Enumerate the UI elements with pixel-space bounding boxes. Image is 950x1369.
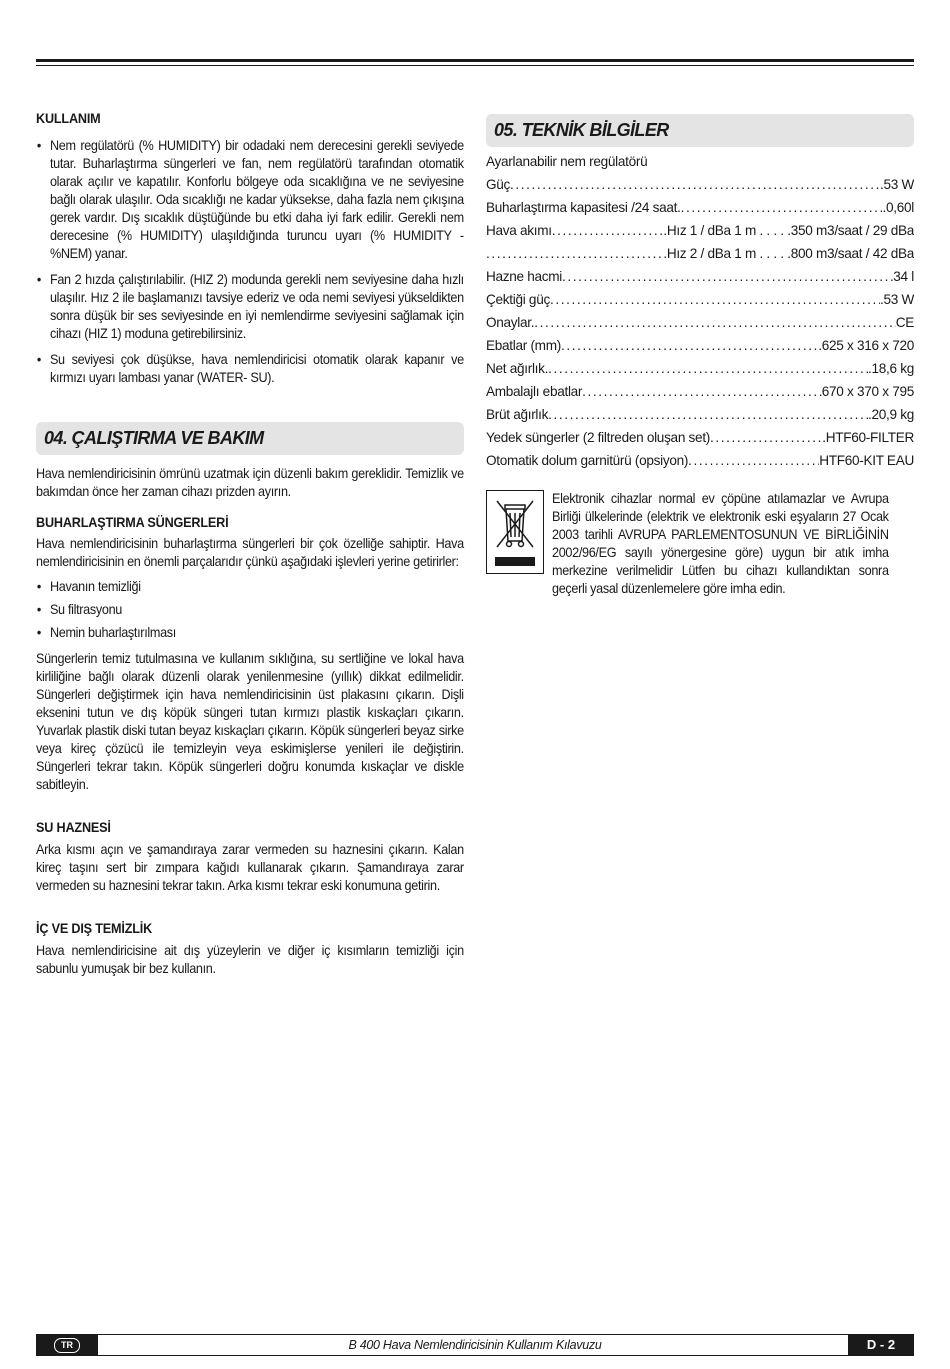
spec-value: .HTF60-FILTER <box>822 430 914 445</box>
spec-label: Net ağırlık. <box>486 361 549 376</box>
temizlik-section <box>36 920 464 978</box>
spec-value: .53 W <box>879 292 914 307</box>
spec-value: .Hız 1 / dBa 1 m . . . . .350 m3/saat / 29 dBa <box>663 223 914 238</box>
language-badge: TR <box>54 1338 80 1353</box>
spec-label: Ebatlar (mm) <box>486 338 561 353</box>
hazne-heading: SU HAZNESİ <box>36 820 111 835</box>
spec-value: Hız 2 / dBa 1 m . . . . .800 m3/saat / 42 dBa <box>666 246 914 261</box>
spec-label: Çektiği güç <box>486 292 550 307</box>
top-rule-thick <box>36 59 914 62</box>
left-column <box>36 110 464 978</box>
spec-label: Otomatik dolum garnitürü (opsiyon) <box>486 453 689 468</box>
spec-row <box>486 265 914 288</box>
spec-label: Güç <box>486 177 511 192</box>
hazne-section <box>36 819 464 895</box>
spec-row <box>486 357 914 380</box>
spec-label: Brüt ağırlık <box>486 407 549 422</box>
spec-row <box>486 219 914 242</box>
spec-row <box>486 426 914 449</box>
footer-title: B 400 Hava Nemlendiricisinin Kullanım Kılavuzu <box>348 1338 602 1352</box>
list-item: • Su seviyesi çok düşükse, hava nemlendiricisi otomatik olarak kapanır ve kırmızı uyarı lambası yanar (WATER- SU). <box>36 351 464 387</box>
spec-row <box>486 403 914 426</box>
sungerler-intro: Hava nemlendiricisinin buharlaştırma süngerleri bir çok özelliğe sahiptir. Hava nemlendiricisinin en önemli parçalarıdır çünkü aşağıdaki işlevleri yerine getirirler: <box>36 536 464 569</box>
sungerler-list <box>36 575 464 644</box>
kullanim-section <box>36 110 464 387</box>
section-05-title: 05. TEKNİK BİLGİLER <box>494 120 669 140</box>
temizlik-heading: İÇ VE DIŞ TEMİZLİK <box>36 921 153 936</box>
spec-label: Hava akımı <box>486 223 552 238</box>
spec-row <box>486 334 914 357</box>
top-rule-thin <box>36 65 914 66</box>
page-number: D - 2 <box>848 1335 914 1355</box>
spec-row <box>486 196 914 219</box>
spec-value: .0,60l <box>882 200 914 215</box>
spec-label: Onaylar. <box>486 315 535 330</box>
crossed-bin-icon <box>486 490 544 574</box>
sungerler-heading: BUHARLAŞTIRMA SÜNGERLERİ <box>36 515 229 530</box>
list-item: • Havanın temizliği <box>36 575 464 598</box>
spec-list <box>486 150 914 472</box>
list-item: • Nemin buharlaştırılması <box>36 621 464 644</box>
weee-text: Elektronik cihazlar normal ev çöpüne atılamazlar ve Avrupa Birliği ülkelerinde (elektrik ve elektronik eski eşyaların 27 Ocak 2003 tarihli AVRUPA PARLEMENTOSUNUN VE BİRLİĞİNİN 2002/96/EG sayılı yönergesine göre) uygun bir atık imha merkezine verilmelidir Lütfen bu cihazı kullandıktan sonra geçerli yasal düzenlemelere göre imha edin. <box>552 491 889 596</box>
temizlik-body: Hava nemlendiricisine ait dış yüzeylerin ve diğer iç kısımların temizliği için sabunlu yumuşak bir bez kullanın. <box>36 943 464 976</box>
sungerler-body: Süngerlerin temiz tutulmasına ve kullanım sıklığına, su sertliğine ve lokal hava kirliliğine bağlı olarak düzenli olarak yenilenmesine (yıllık) dikkat edilmelidir. Süngerleri değiştirmek için hava nemlendiricisinin üst plakasını çıkarın. Dişli eksenini tutun ve dış köpük süngeri tutan kırmızı plastik kıskaçları çıkarın. Yuvarlak plastik diski tutan beyaz kıskaçları çıkarın. Köpük süngerleri beyaz sirke veya kireç çözücü ile temizleyin veya eskimişlerse yenileri ile değiştirin. Süngerleri tekrar takın. Köpük süngerleri doğru konumda kıskaçlar ve diskle sabitleyin. <box>36 651 464 792</box>
spec-value: .18,6 kg <box>868 361 914 376</box>
section-05-bar <box>486 114 914 147</box>
right-column <box>486 114 914 598</box>
spec-row <box>486 380 914 403</box>
spec-value: HTF60-KIT EAU <box>819 453 914 468</box>
spec-row <box>486 173 914 196</box>
spec-value: 34 l <box>893 269 914 284</box>
spec-value: CE <box>895 315 914 330</box>
spec-row <box>486 311 914 334</box>
spec-label: Hazne hacmi <box>486 269 563 284</box>
list-item: • Nem regülatörü (% HUMIDITY) bir odadaki nem derecesini gerekli seviyede tutar. Buharlaştırma süngerleri ve fan, nem regülatörü tarafından otomatik olarak açılır ve kapatılır. Konforlu bölgeye oda sıcaklığına ve ne seviyesine bağlı olarak ulaşılır. Oda sıcaklığı ne kadar yüksekse, daha fazla nem çıkışına gerek vardır. Dış sıcaklık düştüğünde bu etki daha iyi fark edilir. Gerekli nem derecesine (% HUMIDITY) ulaşıldığında turuncu uyarı (% HUMIDITY - %NEM) yanar. <box>36 137 464 263</box>
list-item: • Fan 2 hızda çalıştırılabilir. (HIZ 2) modunda gerekli nem seviyesine daha hızlı ulaşılır. Hız 2 ile başlamanızı tavsiye ederiz ve oda nemi seviyesi yükseldikten sonra düşük bir ses seviyesinde en iyi nemlendirme seviyesini sağlamak için cihazı (HIZ 1) moduna getirebilirsiniz. <box>36 271 464 343</box>
page-footer <box>36 1334 914 1356</box>
spec-value: .625 x 316 x 720 <box>818 338 914 353</box>
spec-value: 670 x 370 x 795 <box>821 384 914 399</box>
spec-label: Ambalajlı ebatlar <box>486 384 583 399</box>
spec-first-line <box>486 150 914 173</box>
spec-value: .20,9 kg <box>868 407 914 422</box>
kullanim-list <box>36 137 464 387</box>
spec-label: Buharlaştırma kapasitesi /24 saat. <box>486 200 681 215</box>
spec-value: .53 W <box>879 177 914 192</box>
spec-label: Yedek süngerler (2 filtreden oluşan set) <box>486 430 711 445</box>
spec-label: Ayarlanabilir nem regülatörü <box>486 154 648 169</box>
list-item: • Su filtrasyonu <box>36 598 464 621</box>
section-04-title: 04. ÇALIŞTIRMA VE BAKIM <box>44 428 264 448</box>
weee-notice <box>486 490 914 598</box>
spec-row <box>486 288 914 311</box>
spec-row <box>486 242 914 265</box>
hazne-body: Arka kısmı açın ve şamandıraya zarar vermeden su haznesini çıkarın. Kalan kireç taşını sert bir zımpara kağıdı kullanarak çıkarın. Şamandıraya zarar vermeden su haznesini tekrar takın. Arka kısmı tekrar eski konumuna getirin. <box>36 842 464 893</box>
kullanim-heading: KULLANIM <box>36 111 101 126</box>
sungerler-section <box>36 514 464 794</box>
section-04-intro: Hava nemlendiricisinin ömrünü uzatmak için düzenli bakım gereklidir. Temizlik ve bakımdan önce her zaman cihazı prizden ayırın. <box>36 466 464 499</box>
section-04-bar <box>36 422 464 455</box>
spec-row <box>486 449 914 472</box>
